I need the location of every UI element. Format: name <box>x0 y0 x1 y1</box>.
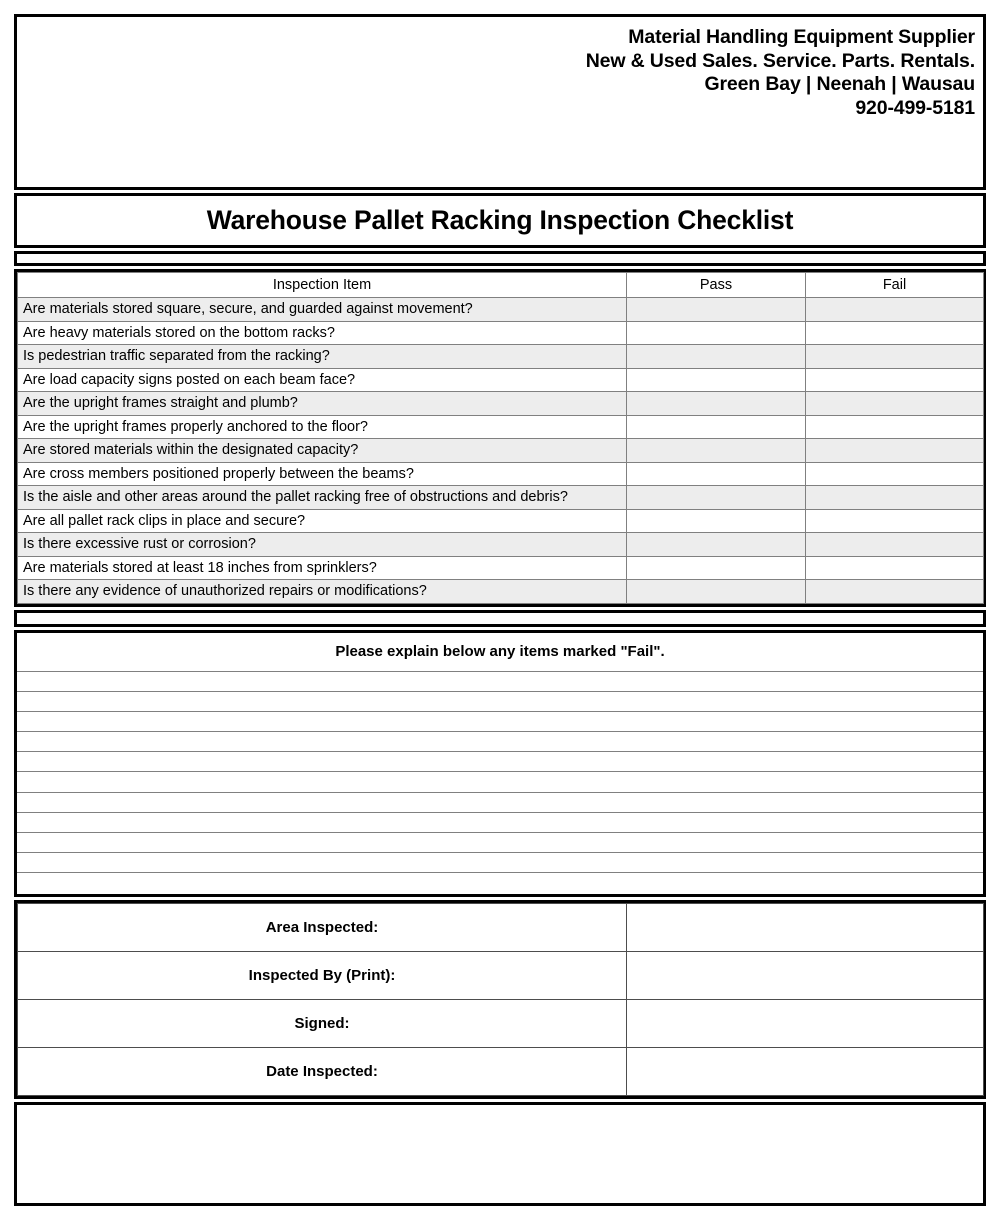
column-header-fail: Fail <box>806 273 984 298</box>
company-tagline-line-1: Material Handling Equipment Supplier <box>628 26 975 48</box>
inspection-item-text: Are stored materials within the designated capacity? <box>18 439 627 463</box>
explanation-line[interactable] <box>17 873 983 893</box>
detail-field-row <box>18 999 984 1047</box>
pass-checkbox-cell[interactable] <box>627 368 806 392</box>
explanation-line[interactable] <box>17 813 983 833</box>
fail-checkbox-cell[interactable] <box>806 298 984 322</box>
title-table-spacer <box>14 251 986 266</box>
pass-checkbox-cell[interactable] <box>627 415 806 439</box>
page-title: Warehouse Pallet Racking Inspection Checklist <box>206 205 794 235</box>
table-explain-spacer <box>14 610 986 627</box>
explanation-line[interactable] <box>17 793 983 813</box>
explanation-line[interactable] <box>17 732 983 752</box>
inspection-item-text: Are cross members positioned properly between the beams? <box>18 462 627 486</box>
fail-checkbox-cell[interactable] <box>806 439 984 463</box>
explanation-line[interactable] <box>17 672 983 692</box>
explanation-line[interactable] <box>17 752 983 772</box>
pass-checkbox-cell[interactable] <box>627 509 806 533</box>
inspection-item-text: Is there any evidence of unauthorized repairs or modifications? <box>18 580 627 604</box>
footer-notes-box[interactable] <box>14 1102 986 1206</box>
inspection-details-grid <box>17 903 984 1096</box>
inspection-item-text: Is pedestrian traffic separated from the racking? <box>18 345 627 369</box>
inspection-item-text: Is there excessive rust or corrosion? <box>18 533 627 557</box>
fail-checkbox-cell[interactable] <box>806 392 984 416</box>
company-locations: Green Bay | Neenah | Wausau <box>704 73 975 95</box>
table-row <box>18 462 984 486</box>
pass-checkbox-cell[interactable] <box>627 439 806 463</box>
inspection-item-text: Are all pallet rack clips in place and secure? <box>18 509 627 533</box>
company-tagline-line-2: New & Used Sales. Service. Parts. Rentals. <box>585 49 975 72</box>
explanation-heading: Please explain below any items marked "Fail". <box>17 633 983 672</box>
inspection-item-text: Are the upright frames straight and plumb? <box>18 392 627 416</box>
company-logo-area <box>25 26 586 187</box>
document-title-bar <box>14 193 986 248</box>
checklist-header-row <box>18 273 984 298</box>
inspection-details-body <box>18 903 984 1095</box>
detail-field-row <box>18 1047 984 1095</box>
detail-field-value[interactable] <box>627 1047 984 1095</box>
table-row <box>18 345 984 369</box>
table-row <box>18 533 984 557</box>
table-row <box>18 415 984 439</box>
column-header-item: Inspection Item <box>18 273 627 298</box>
company-phone: 920-499-5181 <box>855 96 975 119</box>
detail-field-label: Date Inspected: <box>18 1047 627 1095</box>
explanation-line[interactable] <box>17 833 983 853</box>
fail-checkbox-cell[interactable] <box>806 345 984 369</box>
table-row <box>18 509 984 533</box>
fail-checkbox-cell[interactable] <box>806 462 984 486</box>
inspection-item-text: Are load capacity signs posted on each beam face? <box>18 368 627 392</box>
explanation-line[interactable] <box>17 853 983 873</box>
document-header <box>14 14 986 190</box>
fail-checkbox-cell[interactable] <box>806 368 984 392</box>
column-header-pass: Pass <box>627 273 806 298</box>
pass-checkbox-cell[interactable] <box>627 321 806 345</box>
explanation-write-in-lines <box>17 672 983 894</box>
explanation-line[interactable] <box>17 692 983 712</box>
detail-field-label: Signed: <box>18 999 627 1047</box>
explanation-line[interactable] <box>17 772 983 792</box>
table-row <box>18 368 984 392</box>
pass-checkbox-cell[interactable] <box>627 298 806 322</box>
pass-checkbox-cell[interactable] <box>627 462 806 486</box>
inspection-item-text: Are materials stored at least 18 inches from sprinklers? <box>18 556 627 580</box>
fail-checkbox-cell[interactable] <box>806 556 984 580</box>
pass-checkbox-cell[interactable] <box>627 486 806 510</box>
fail-checkbox-cell[interactable] <box>806 580 984 604</box>
fail-checkbox-cell[interactable] <box>806 321 984 345</box>
table-row <box>18 392 984 416</box>
pass-checkbox-cell[interactable] <box>627 392 806 416</box>
detail-field-label: Area Inspected: <box>18 903 627 951</box>
inspection-item-text: Are the upright frames properly anchored to the floor? <box>18 415 627 439</box>
checklist-grid <box>17 272 984 604</box>
pass-checkbox-cell[interactable] <box>627 580 806 604</box>
pass-checkbox-cell[interactable] <box>627 345 806 369</box>
table-row <box>18 321 984 345</box>
fail-checkbox-cell[interactable] <box>806 415 984 439</box>
inspection-item-text: Is the aisle and other areas around the pallet racking free of obstructions and debris? <box>18 486 627 510</box>
detail-field-value[interactable] <box>627 903 984 951</box>
inspection-checklist-table <box>14 269 986 607</box>
table-row <box>18 439 984 463</box>
checklist-body <box>18 298 984 604</box>
inspection-item-text: Are heavy materials stored on the bottom racks? <box>18 321 627 345</box>
pass-checkbox-cell[interactable] <box>627 556 806 580</box>
detail-field-label: Inspected By (Print): <box>18 951 627 999</box>
inspection-item-text: Are materials stored square, secure, and guarded against movement? <box>18 298 627 322</box>
table-row <box>18 580 984 604</box>
explanation-section <box>14 630 986 897</box>
pass-checkbox-cell[interactable] <box>627 533 806 557</box>
inspection-details-section <box>14 900 986 1099</box>
detail-field-row <box>18 903 984 951</box>
detail-field-value[interactable] <box>627 951 984 999</box>
fail-checkbox-cell[interactable] <box>806 486 984 510</box>
fail-checkbox-cell[interactable] <box>806 509 984 533</box>
detail-field-row <box>18 951 984 999</box>
detail-field-value[interactable] <box>627 999 984 1047</box>
company-contact-info <box>586 26 975 120</box>
table-row <box>18 298 984 322</box>
table-row <box>18 556 984 580</box>
explanation-line[interactable] <box>17 712 983 732</box>
fail-checkbox-cell[interactable] <box>806 533 984 557</box>
table-row <box>18 486 984 510</box>
